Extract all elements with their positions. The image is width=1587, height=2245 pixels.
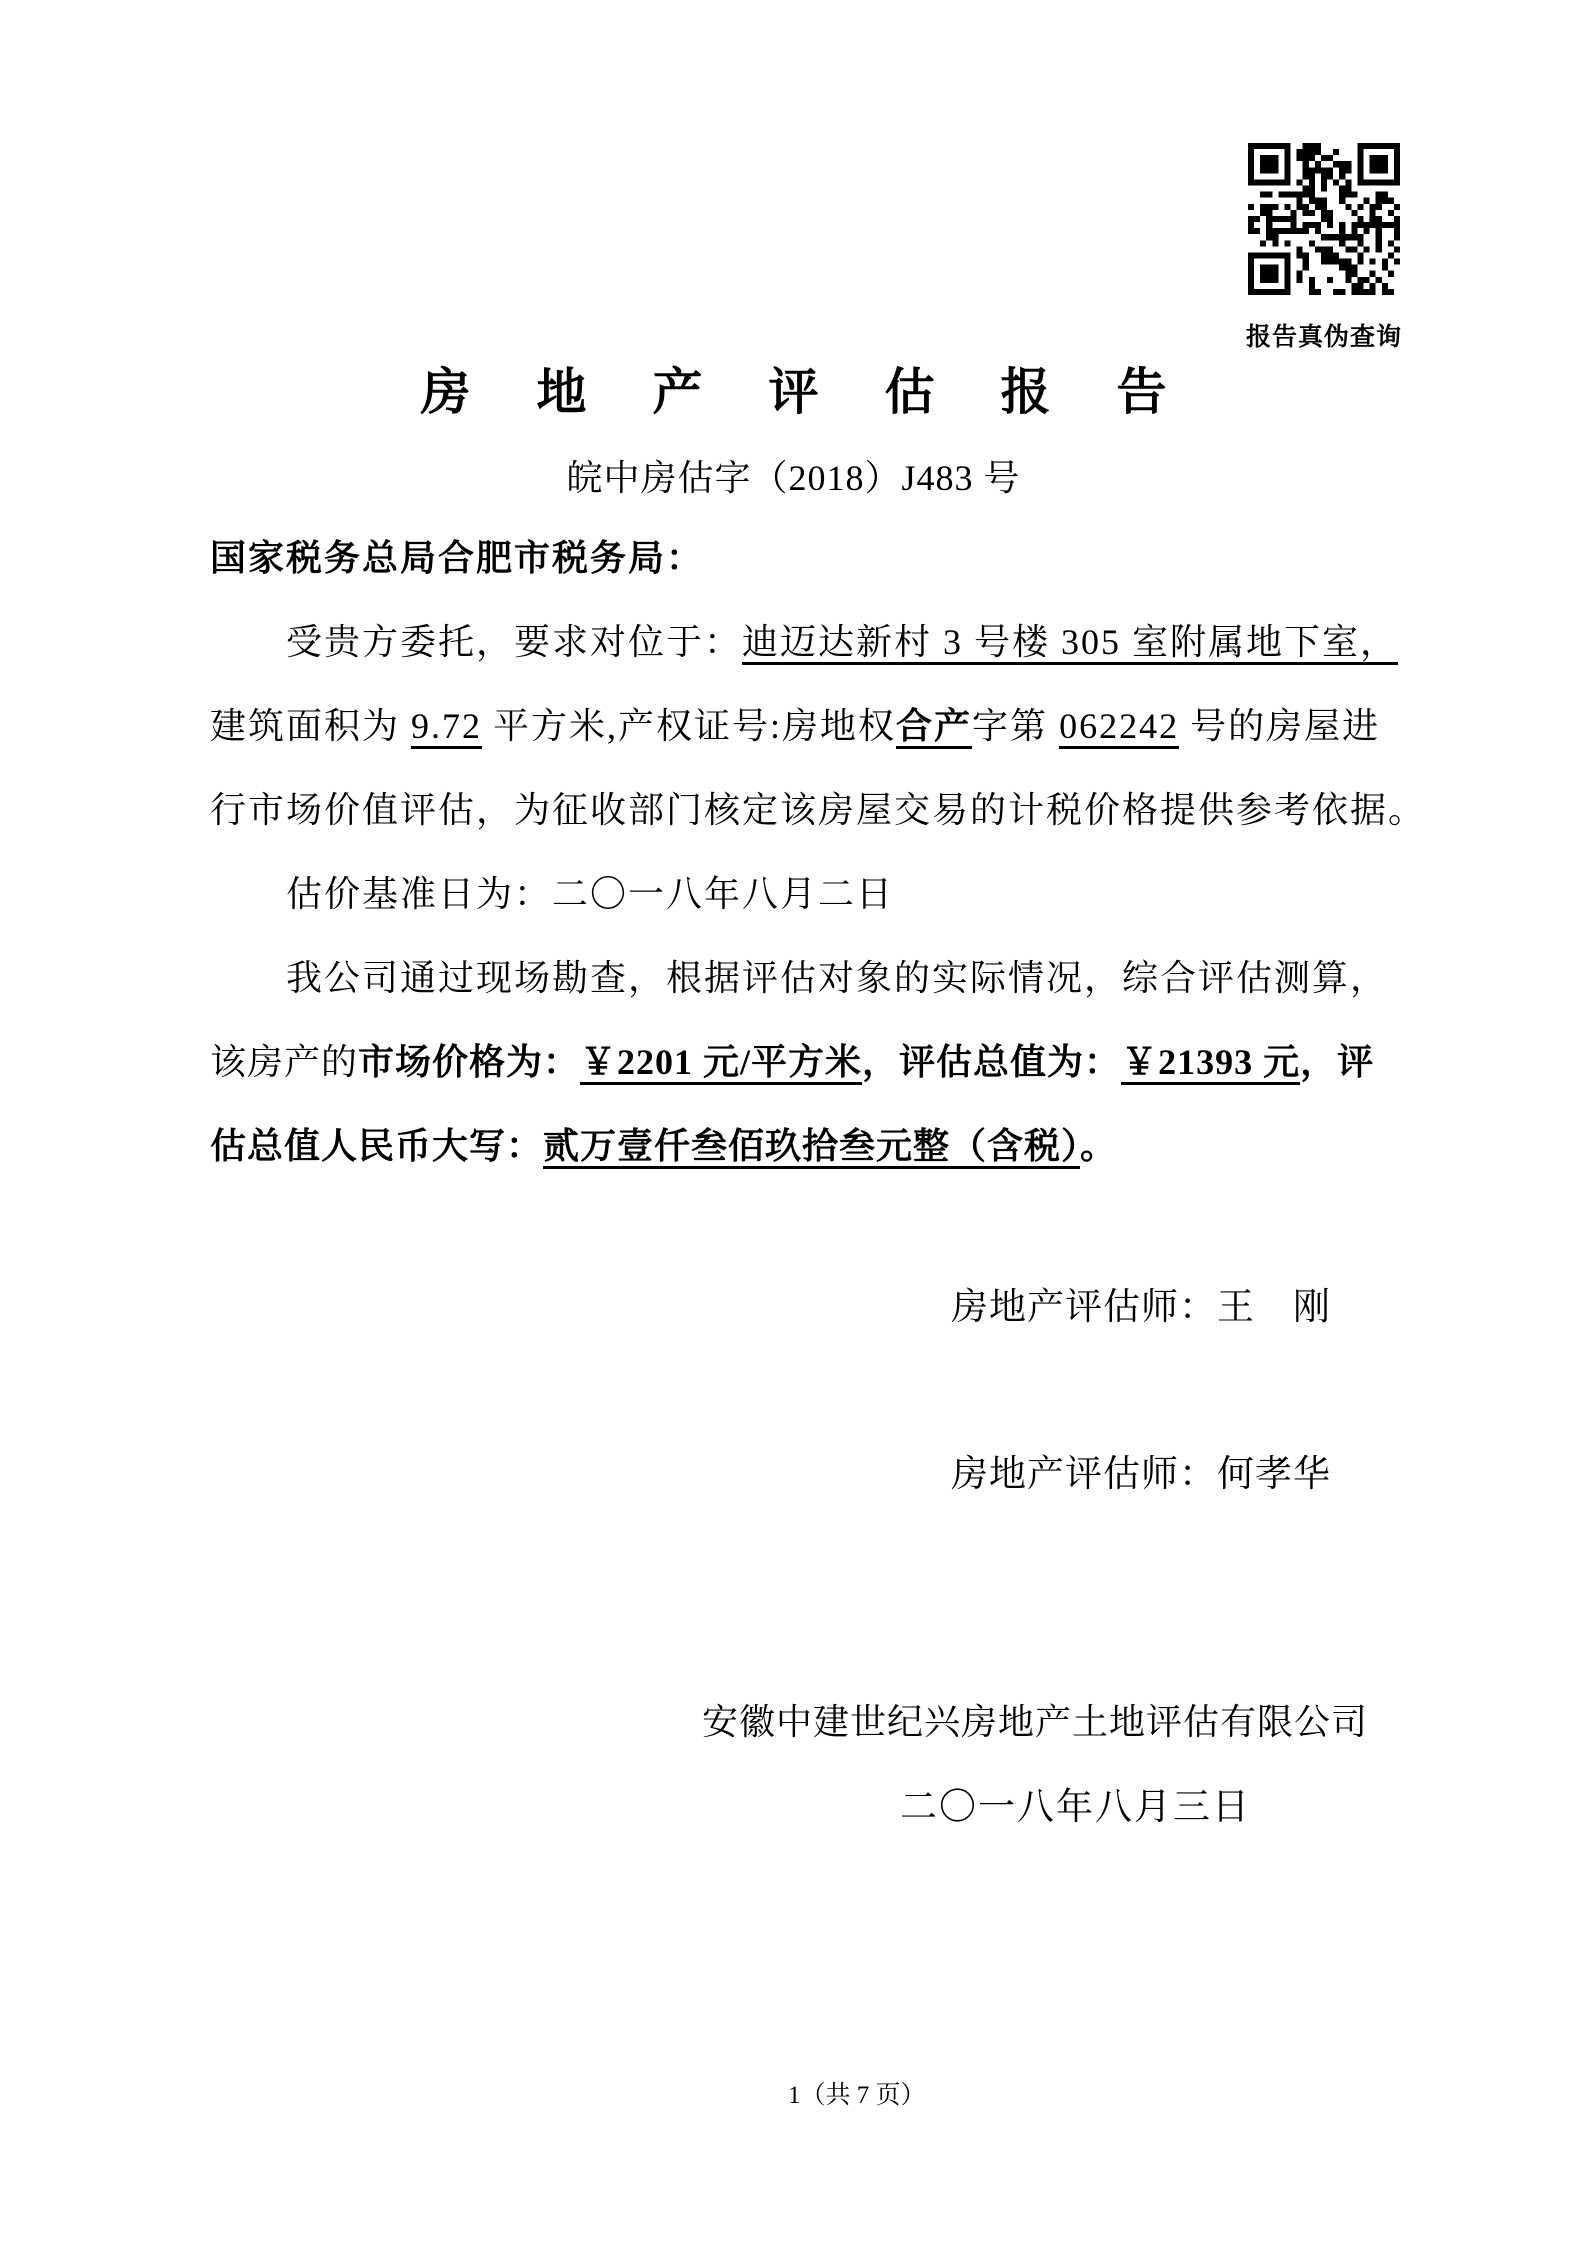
total-value: ￥21393 元: [1121, 1042, 1300, 1085]
price-line-tail: ，评: [1300, 1042, 1375, 1082]
amount-words-label: 估总值人民币大写：: [210, 1126, 544, 1166]
amount-words-line: [210, 1104, 1395, 1188]
page-footer: 1（共 7 页）: [788, 2082, 926, 2109]
report-body: [210, 516, 1427, 1188]
p1-intro: 受贵方委托，要求对位于：: [286, 622, 743, 662]
cert-mid: 字第: [972, 706, 1060, 746]
issue-date: 二〇一八年八月三日: [900, 1787, 1251, 1828]
page-title: 房地产评估报告: [420, 364, 1233, 420]
cert-suffix: 号的房屋进: [1179, 706, 1381, 746]
amount-words-period: 。: [1080, 1126, 1118, 1166]
unit-price-value: ￥2201 元/平方米: [580, 1042, 862, 1085]
qr-code-icon: [1248, 143, 1400, 295]
paragraph1-line3: 行市场价值评估，为征收部门核定该房屋交易的计税价格提供参考依据。: [210, 790, 1427, 830]
appraiser-signature-1: 房地产评估师：王 刚: [951, 1287, 1331, 1328]
addressee-line: 国家税务总局合肥市税务局：: [210, 538, 705, 578]
price-prefix: 该房产的: [210, 1042, 359, 1082]
doc-number: 皖中房估字（2018）J483 号: [566, 458, 1021, 498]
area-prefix: 建筑面积为: [210, 706, 412, 746]
area-value: 9.72: [411, 706, 482, 749]
total-value-label: ，评估总值为：: [862, 1042, 1122, 1082]
valuation-date-line: 估价基准日为：二〇一八年八月二日: [286, 874, 895, 914]
survey-line: 我公司通过现场勘查，根据评估对象的实际情况，综合评估测算，: [286, 958, 1389, 998]
cert-type: 合产: [896, 706, 972, 749]
price-line: [210, 1020, 1395, 1104]
qr-label: 报告真伪查询: [1245, 324, 1402, 351]
issuer-company: 安徽中建世纪兴房地产土地评估有限公司: [702, 1702, 1369, 1742]
paragraph1-line1: [210, 600, 1399, 684]
property-location: 迪迈达新村 3 号楼 305 室附属地下室，: [742, 622, 1398, 665]
qr-verification-block: [1245, 143, 1403, 353]
appraiser-signature-2: 房地产评估师：何孝华: [951, 1454, 1331, 1495]
unit-price-label: 市场价格为：: [358, 1042, 581, 1082]
amount-in-words: 贰万壹仟叁佰玖拾叁元整（含税）: [543, 1126, 1080, 1169]
cert-prefix: 平方米,产权证号:房地权: [482, 706, 897, 746]
cert-number: 062242: [1059, 706, 1179, 749]
paragraph1-line2: [210, 684, 1395, 768]
